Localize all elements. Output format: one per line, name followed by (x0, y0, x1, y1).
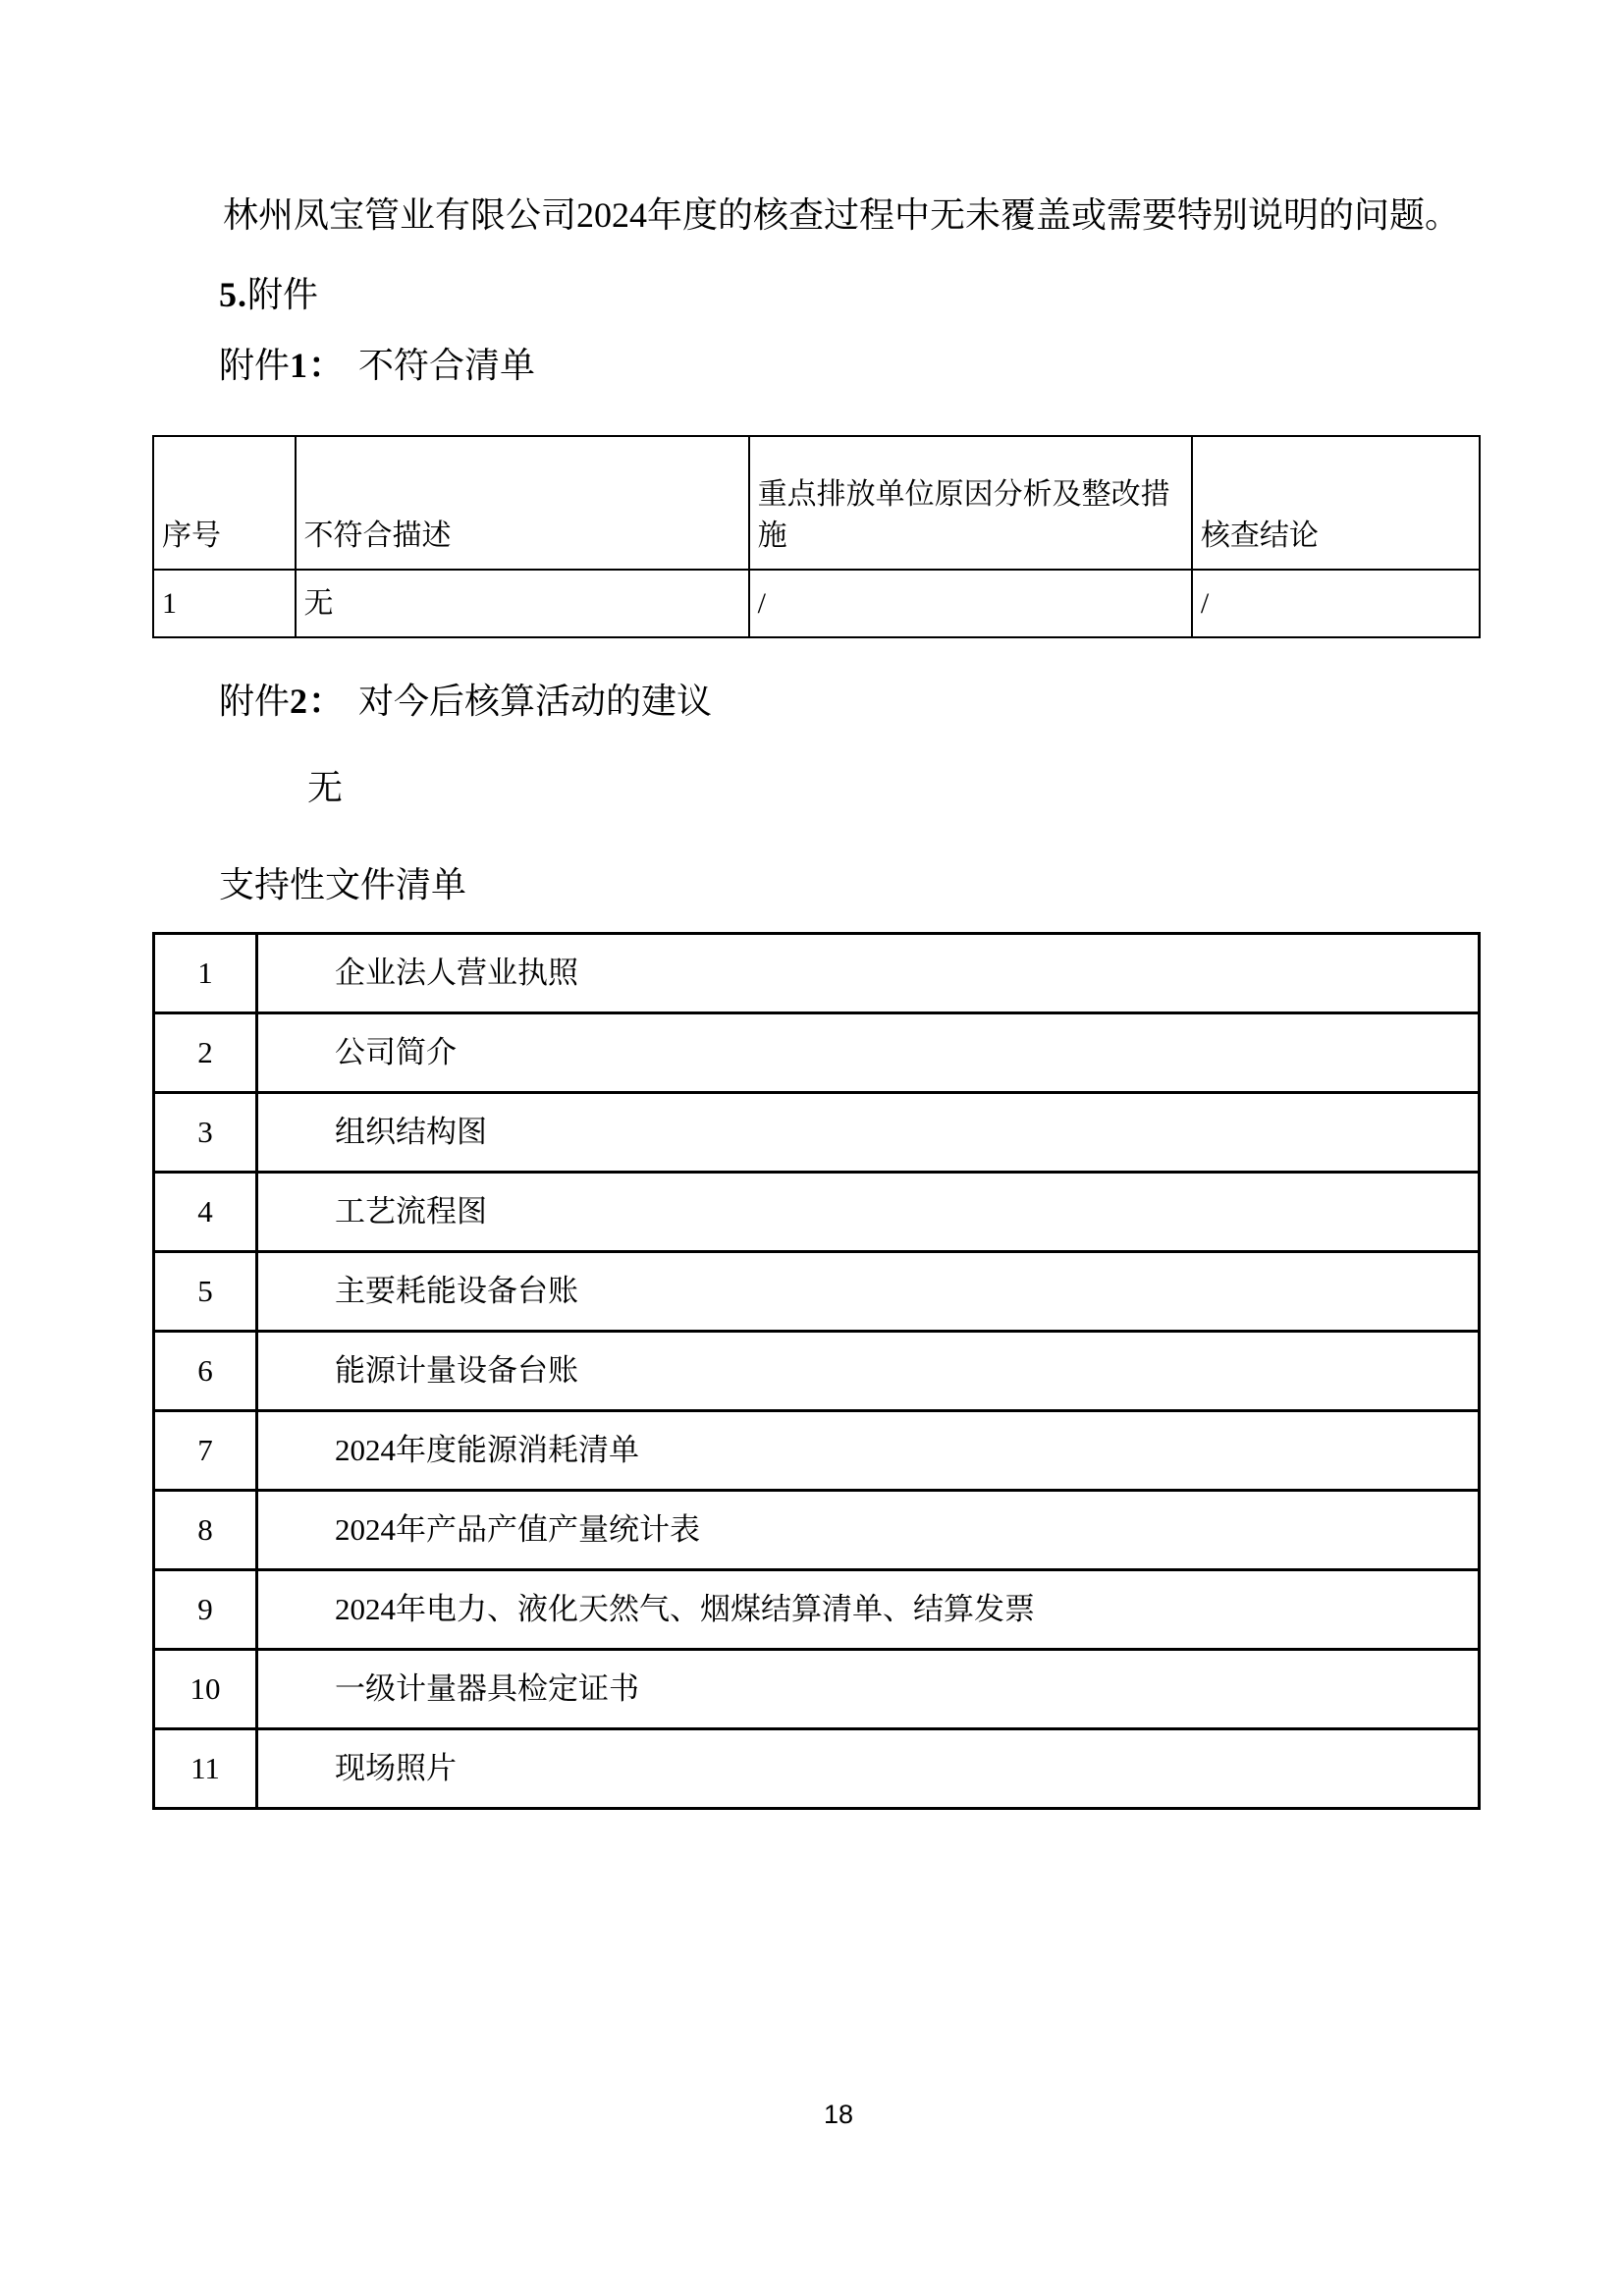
section-5-heading (152, 274, 1481, 315)
support-document-name: 一级计量器具检定证书 (257, 1650, 1480, 1729)
support-document-name: 组织结构图 (257, 1093, 1480, 1173)
attachment-1-number: 1： (290, 346, 346, 385)
support-document-row (154, 1173, 1480, 1252)
support-document-row (154, 1570, 1480, 1650)
attachment-1-label: 附件 (219, 346, 291, 385)
support-documents-table (152, 932, 1481, 1810)
attachment-2-title: 对今后核算活动的建议 (358, 682, 713, 721)
support-document-row (154, 934, 1480, 1013)
attachment-2-content: 无 (307, 768, 344, 807)
support-document-name: 工艺流程图 (257, 1173, 1480, 1252)
support-document-name: 公司简介 (257, 1013, 1480, 1093)
attachment-2-heading (152, 681, 1481, 722)
attachment-1-title: 不符合清单 (358, 346, 536, 385)
attachment-2-number: 2： (290, 682, 346, 721)
support-document-name: 能源计量设备台账 (257, 1332, 1480, 1411)
attachment-2-label: 附件 (219, 682, 291, 721)
nc-header-description: 不符合描述 (296, 436, 749, 570)
nc-header-analysis: 重点排放单位原因分析及整改措施 (749, 436, 1192, 570)
nonconformity-table (152, 435, 1481, 638)
nc-header-index: 序号 (153, 436, 296, 570)
support-document-number: 2 (154, 1013, 257, 1093)
support-documents-body (154, 934, 1480, 1809)
section-5-number: 5. (219, 275, 247, 314)
support-document-name: 2024年产品产值产量统计表 (257, 1491, 1480, 1570)
support-document-row (154, 1491, 1480, 1570)
support-document-row (154, 1729, 1480, 1809)
support-document-name: 2024年电力、液化天然气、烟煤结算清单、结算发票 (257, 1570, 1480, 1650)
nc-cell-conclusion: / (1192, 570, 1480, 637)
support-document-name: 主要耗能设备台账 (257, 1252, 1480, 1332)
nc-cell-analysis: / (749, 570, 1192, 637)
support-document-number: 5 (154, 1252, 257, 1332)
support-document-name: 现场照片 (257, 1729, 1480, 1809)
nc-header-conclusion: 核查结论 (1192, 436, 1480, 570)
support-document-number: 10 (154, 1650, 257, 1729)
support-document-number: 11 (154, 1729, 257, 1809)
support-document-name: 2024年度能源消耗清单 (257, 1411, 1480, 1491)
support-document-number: 6 (154, 1332, 257, 1411)
document-content (152, 0, 1481, 1810)
support-document-number: 9 (154, 1570, 257, 1650)
support-document-number: 7 (154, 1411, 257, 1491)
support-document-row (154, 1093, 1480, 1173)
support-document-number: 8 (154, 1491, 257, 1570)
support-document-row (154, 1013, 1480, 1093)
intro-paragraph: 林州凤宝管业有限公司2024年度的核查过程中无未覆盖或需要特别说明的问题。 (223, 195, 1461, 235)
support-document-row (154, 1411, 1480, 1491)
nc-cell-description: 无 (296, 570, 749, 637)
nc-cell-index: 1 (153, 570, 296, 637)
support-document-row (154, 1332, 1480, 1411)
attachment-1-heading (152, 345, 1481, 386)
support-document-row (154, 1650, 1480, 1729)
page-number: 18 (823, 2100, 854, 2129)
support-list-heading: 支持性文件清单 (219, 865, 467, 904)
support-document-name: 企业法人营业执照 (257, 934, 1480, 1013)
support-document-number: 3 (154, 1093, 257, 1173)
support-document-number: 4 (154, 1173, 257, 1252)
nonconformity-header-row (153, 436, 1480, 570)
support-document-row (154, 1252, 1480, 1332)
section-5-label: 附件 (247, 275, 319, 314)
support-document-number: 1 (154, 934, 257, 1013)
nonconformity-data-row (153, 570, 1480, 637)
